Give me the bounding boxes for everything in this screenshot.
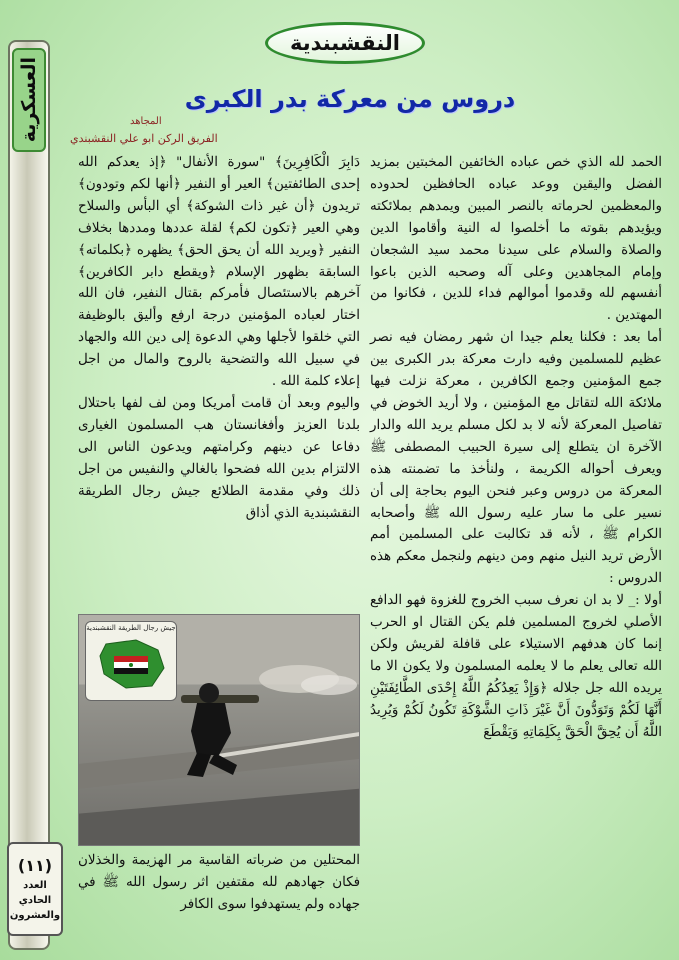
issue-number-box: [7, 842, 63, 936]
article-column-left-continued: [78, 850, 360, 916]
paragraph-continued: المحتلين من ضرباته القاسية مر الهزيمة والخذلان فكان جهادهم لله مقتفين اثر رسول الله ﷺ في جهاده ولم يستهدفوا سوى الكافر: [78, 853, 360, 912]
author-name: الفريق الركن ابو علي النقشبندي: [70, 132, 218, 145]
section-label: العسكرية: [18, 57, 40, 143]
paragraph-after: أما بعد : فكلنا يعلم جيدا ان شهر رمضان فيه نصر عظيم للمسلمين وفيه دارت معركة بدر الكبرى بين جمع المؤمنين وجمع الكافرين ، معركة نزلت فيها ملائكة الله لتقاتل مع المؤمنين ، ولا أريد الخوض في تفاصيل المعركة لأنه لا بد لكل مسلم يريد الله والدار الآخرة ان يتطلع إلى سيرة الحبيب المصطفى ﷺ ويعرف أحواله الكريمة ، ولنأخذ ما تضمنته هذه المعركة من دروس وعبر فنحن اليوم بحاجة إلى أن نسير على ما سار عليه رسول الله ﷺ وأصحابه الكرام ﷺ ، لأنه قد تكالبت على المسلمين أمم الأرض تريد النيل منهم ومن دينهم ولنجمل معكم هذه الدروس :: [370, 330, 662, 587]
iraq-map-flag-icon: [96, 638, 168, 690]
paragraph-first-lesson: أولا :_ لا بد ان نعرف سبب الخروج للغزوة فهو الدافع الأصلي لخروج المسلمين فلم يكن القتال او الحرب إنما كان هدفهم الاستيلاء على قافلة لقريش ولكن الله تعالى يعلم ما لا يعلمه المسلمون ولا يكون الا ما يريده الله جل جلاله ﴿وَإِذْ يَعِدُكُمُ اللَّهُ إِحْدَى الطَّائِفَتَيْنِ أَنَّهَا لَكُمْ وَتَوَدُّونَ أَنَّ غَيْرَ ذَاتِ الشَّوْكَةِ تَكُونُ لَكُمْ وَيُرِيدُ اللَّهُ أَن يُحِقَّ الْحَقَّ بِكَلِمَاتِهِ وَيَقْطَعَ: [370, 593, 662, 740]
paragraph-tafsir: دَابِرَ الْكَافِرِينَ﴾ "سورة الأنفال" ﴿إذ يعدكم الله إحدى الطائفتين﴾ العير أو النفير ﴿أنها لكم وتودون﴾ تريدون ﴿أن غير ذات الشوكة﴾ أي البأس والسلاح وهي العير ﴿تكون لكم﴾ لقلة عددها ومددها بخلاف النفير ﴿ويريد الله أن يحق الحق﴾ يظهره ﴿بكلماته﴾ السابقة بظهور الإسلام ﴿ويقطع دابر الكافرين﴾ آخرهم بالاستئصال فأمركم بقتال النفير، فان الله اختار لعباده المؤمنين درجة ارفع وأليق بالوظيفة التي خلقوا لأجلها وهي الدعوة إلى دين الله والجهاد في سبيل الله والتضحية بالروح والمال من اجل إعلاء كلمة الله .: [78, 155, 360, 390]
issue-label: العدد: [23, 879, 47, 891]
section-label-box: [12, 48, 46, 152]
article-photo: [78, 614, 360, 846]
paragraph-intro: الحمد لله الذي خص عباده الخائفين المخبتين بمزيد الفضل واليقين ووعد عباده الحافظين لحدوده والمعظمين لحرماته بالنصر المبين ويمدهم بملائكته ويؤيدهم بقوته ما أخلصوا له النية وأقاموا الدين والصلاة والسلام على سيدنا محمد سيد الشجعان وإمام المجاهدين وعلى آله وصحبه الذين باعوا أنفسهم لله وقدموا أموالهم فداء للدين ، فكانوا من المهتدين .: [370, 155, 662, 324]
magazine-banner: [265, 22, 425, 64]
issue-number: (١١): [17, 855, 53, 875]
section-sidebar: [8, 40, 53, 950]
article-title: دروس من معركة بدر الكبرى: [184, 85, 516, 113]
author-honorific: المجاهد: [130, 116, 162, 127]
magazine-name: النقشبندية: [289, 31, 401, 55]
article-column-left: [78, 152, 360, 524]
group-emblem: [85, 621, 177, 701]
emblem-title: جيش رجال الطريقة النقشبندية: [86, 624, 176, 632]
issue-ordinal-1: الحادي: [18, 894, 52, 906]
paragraph-today: واليوم وبعد أن قامت أمريكا ومن لف لفها باحتلال بلدنا العزيز وأفغانستان هب المسلمون الغيارى دفاعا عن دينهم وكرامتهم ويدعون الناس الى الالتزام بدين الله فضحوا بالغالي والنفيس من اجل ذلك وفي مقدمة الطلائع جيش رجال الطريقة النقشبندية الذي أذاق: [78, 395, 360, 521]
issue-ordinal-2: والعشرون: [9, 909, 61, 921]
article-column-right: [370, 152, 662, 743]
